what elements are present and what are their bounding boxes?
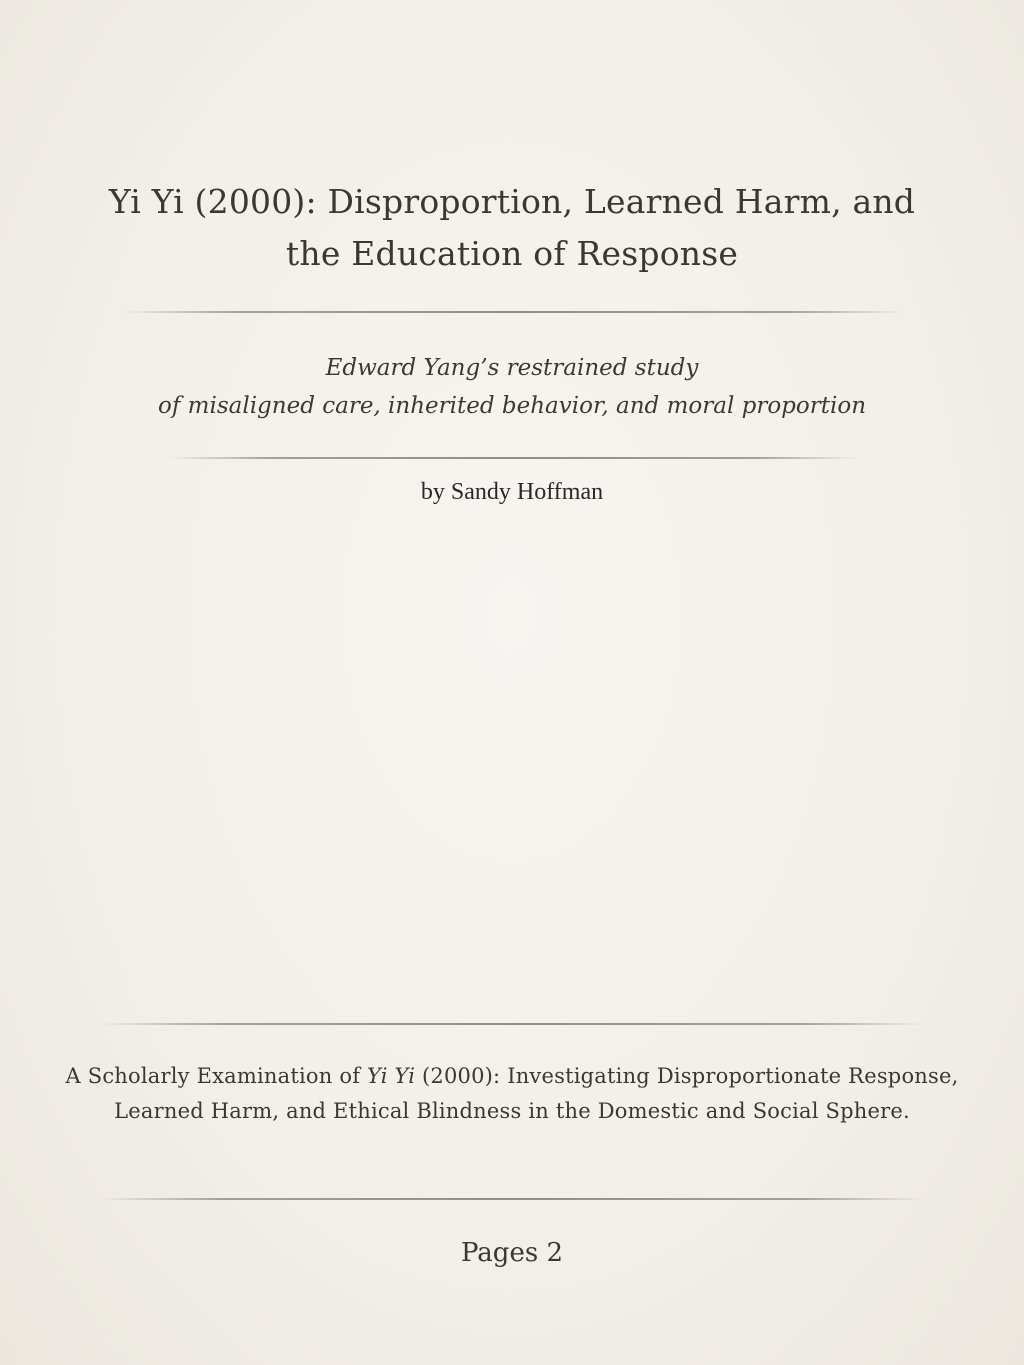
abstract-text	[30, 1059, 994, 1129]
divider-rule	[100, 1023, 924, 1025]
divider-rule	[100, 1198, 924, 1200]
abstract-line-2: Learned Harm, and Ethical Blindness in the Domestic and Social Sphere.	[114, 1099, 910, 1123]
document-title	[0, 176, 1024, 280]
subtitle-line-1: Edward Yang’s restrained study	[325, 355, 699, 381]
title-line-2: the Education of Response	[285, 234, 739, 273]
author-byline: by Sandy Hoffman	[420, 479, 604, 505]
divider-rule	[122, 311, 904, 313]
abstract-prefix: A Scholarly Examination of	[65, 1064, 368, 1088]
abstract-line-1-rest: (2000): Investigating Disproportionate Response,	[415, 1064, 959, 1088]
divider-rule	[168, 457, 858, 459]
title-line-1: Yi Yi (2000): Disproportion, Learned Harm, and	[108, 182, 916, 221]
page-count: Pages 2	[460, 1238, 563, 1268]
abstract-line-1	[30, 1059, 994, 1094]
film-title: Yi Yi	[367, 1064, 416, 1088]
subtitle-line-2: of misaligned care, inherited behavior, and moral proportion	[157, 393, 867, 419]
document-subtitle	[0, 349, 1024, 425]
